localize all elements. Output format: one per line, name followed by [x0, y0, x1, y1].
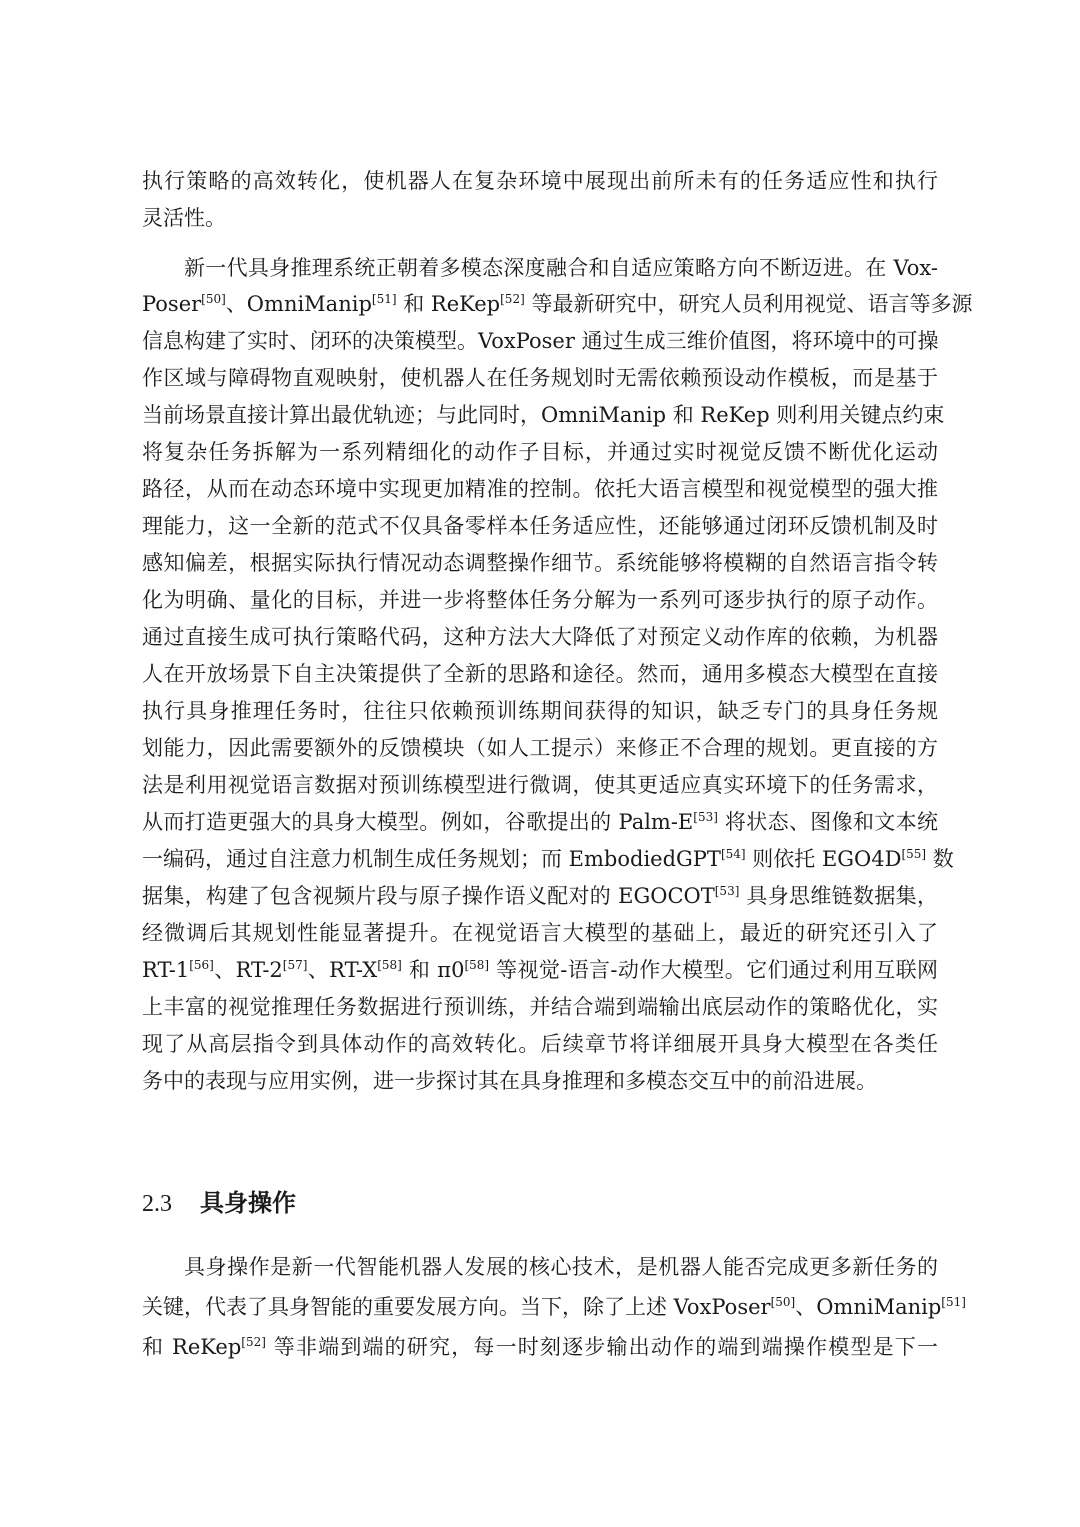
paragraph-line: 从而打造更强大的具身大模型。例如，谷歌提出的 Palm-E[53] 将状态、图像和文本统	[142, 810, 938, 834]
section-number: 2.3	[142, 1191, 172, 1217]
citation-ref: [57]	[282, 958, 308, 972]
citation-ref: [53]	[714, 884, 740, 898]
citation-ref: [51]	[941, 1295, 966, 1309]
paragraph-line: 作区域与障碍物直观映射，使机器人在任务规划时无需依赖预设动作模板，而是基于	[142, 366, 938, 390]
paragraph-line: 路径，从而在动态环境中实现更加精准的控制。依托大语言模型和视觉模型的强大推	[142, 477, 938, 501]
paragraph-line: 通过直接生成可执行策略代码，这种方法大大降低了对预定义动作库的依赖，为机器	[142, 625, 938, 649]
paragraph-line: 务中的表现与应用实例，进一步探讨其在具身推理和多模态交互中的前沿进展。	[142, 1069, 877, 1093]
section-title: 具身操作	[200, 1189, 296, 1217]
paragraph-line: 据集，构建了包含视频片段与原子操作语义配对的 EGOCOT[53] 具身思维链数据集，	[142, 884, 938, 908]
paragraph-line: 感知偏差，根据实际执行情况动态调整操作细节。系统能够将模糊的自然语言指令转	[142, 551, 938, 575]
paragraph-line: 将复杂任务拆解为一系列精细化的动作子目标，并通过实时视觉反馈不断优化运动	[142, 440, 938, 464]
paragraph-line: 一编码，通过自注意力机制生成任务规划；而 EmbodiedGPT[54] 则依托 EGO4D[55] 数	[142, 847, 954, 871]
section-heading	[142, 1185, 296, 1221]
paragraph-line: 执行策略的高效转化，使机器人在复杂环境中展现出前所未有的任务适应性和执行	[142, 169, 938, 193]
paragraph-line: 新一代具身推理系统正朝着多模态深度融合和自适应策略方向不断迈进。在 Vox-	[184, 256, 938, 280]
citation-ref: [58]	[464, 958, 490, 972]
paragraph-line: 理能力，这一全新的范式不仅具备零样本任务适应性，还能够通过闭环反馈机制及时	[142, 514, 938, 538]
citation-ref: [54]	[720, 847, 746, 861]
paragraph-line: Poser[50]、OmniManip[51] 和 ReKep[52] 等最新研究中，研究人员利用视觉、语言等多源	[142, 292, 973, 316]
paragraph-line: 关键，代表了具身智能的重要发展方向。当下，除了上述 VoxPoser[50]、OmniManip[51]	[142, 1295, 966, 1319]
paragraph-line: 执行具身推理任务时，往往只依赖预训练期间获得的知识，缺乏专门的具身任务规	[142, 699, 938, 723]
paragraph-line: 具身操作是新一代智能机器人发展的核心技术，是机器人能否完成更多新任务的	[184, 1255, 938, 1279]
citation-ref: [55]	[901, 847, 927, 861]
paragraph-line: 现了从高层指令到具体动作的高效转化。后续章节将详细展开具身大模型在各类任	[142, 1032, 938, 1056]
paragraph-line: 上丰富的视觉推理任务数据进行预训练，并结合端到端输出底层动作的策略优化，实	[142, 995, 938, 1019]
paragraph-line: 法是利用视觉语言数据对预训练模型进行微调，使其更适应真实环境下的任务需求，	[142, 773, 938, 797]
paragraph-line: 人在开放场景下自主决策提供了全新的思路和途径。然而，通用多模态大模型在直接	[142, 662, 938, 686]
paragraph-line: RT-1[56]、RT-2[57]、RT-X[58] 和 π0[58] 等视觉-语言-动作大模型。它们通过利用互联网	[142, 958, 938, 982]
citation-ref: [52]	[500, 292, 525, 306]
paragraph-line: 信息构建了实时、闭环的决策模型。VoxPoser 通过生成三维价值图，将环境中的可操	[142, 329, 939, 353]
paragraph-line: 经微调后其规划性能显著提升。在视觉语言大模型的基础上，最近的研究还引入了	[142, 921, 938, 945]
citation-ref: [58]	[377, 958, 402, 972]
paragraph-line: 当前场景直接计算出最优轨迹；与此同时，OmniManip 和 ReKep 则利用关键点约束	[142, 403, 945, 427]
paragraph-line: 化为明确、量化的目标，并进一步将整体任务分解为一系列可逐步执行的原子动作。	[142, 588, 938, 612]
citation-ref: [50]	[201, 292, 226, 306]
citation-ref: [51]	[371, 292, 397, 306]
citation-ref: [56]	[189, 958, 214, 972]
paragraph-line: 和 ReKep[52] 等非端到端的研究，每一时刻逐步输出动作的端到端操作模型是下一	[142, 1335, 938, 1359]
citation-ref: [52]	[241, 1335, 266, 1349]
citation-ref: [53]	[693, 810, 718, 824]
paragraph-line: 划能力，因此需要额外的反馈模块（如人工提示）来修正不合理的规划。更直接的方	[142, 736, 938, 760]
citation-ref: [50]	[770, 1295, 796, 1309]
paragraph-line: 灵活性。	[142, 206, 226, 230]
